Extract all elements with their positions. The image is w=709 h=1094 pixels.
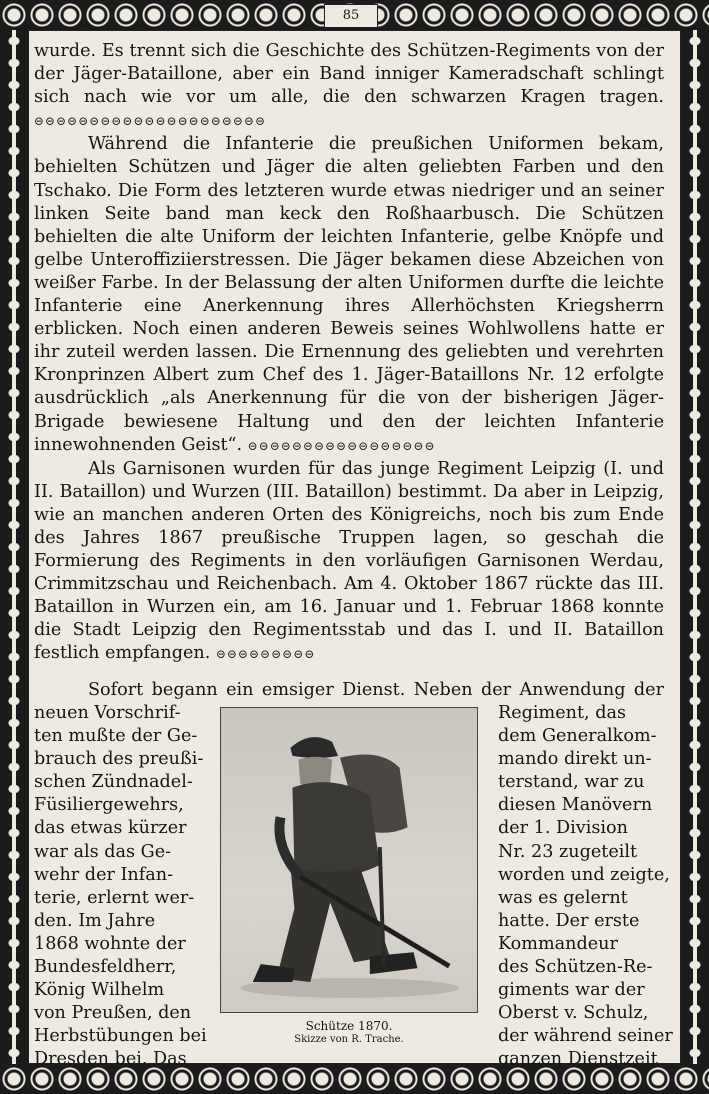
column-line: dem Generalkom- — [498, 726, 657, 747]
column-line: des Schützen-Re- — [498, 957, 653, 978]
column-line: Oberst v. Schulz, — [498, 1003, 649, 1024]
column-line: brauch des preußi- — [34, 749, 204, 770]
column-line: ganzen Dienstzeit — [498, 1049, 658, 1070]
column-line: war als das Ge- — [34, 841, 172, 862]
column-line: Dresden bei. Das — [34, 1049, 187, 1070]
column-line: der 1. Division — [498, 818, 628, 839]
paragraph-4-first-line: Sofort begann ein emsiger Dienst. Neben der Anwendung der — [88, 680, 664, 700]
paragraph-3: Als Garnisonen wurden für das junge Regiment Leipzig (I. und II. Bataillon) und Wurzen (III. Bataillon) bestimmt. Da aber in Leipzig, wie an manchen anderen Orten des Königreichs, noch bis zum Ende des Jahres 1867 preußische Truppen lagen, so geschah die Formierung des Regiments in den vorläufigen Garnisonen Werdau, Crimmitzschau und Reichenbach. Am 4. Oktober 1867 rückte das III. Bataillon in Wurzen ein, am 16. Januar und 1. Februar 1868 konnte die Stadt Leipzig den Regimentsstab und das I. und II. Bataillon festlich empfangen. ⊝⊝⊝⊝⊝⊝⊝⊝⊝ — [34, 458, 664, 664]
page-number: 85 — [324, 4, 378, 28]
figure-caption — [220, 1019, 478, 1047]
column-line: mando direkt un- — [498, 749, 652, 770]
column-line: hatte. Der erste — [498, 910, 640, 931]
figure-section — [34, 679, 673, 1070]
kneeling-rifleman-sketch — [221, 708, 477, 1012]
column-line: schen Zündnadel- — [34, 772, 193, 793]
body-text — [34, 40, 664, 667]
column-line: das etwas kürzer — [34, 818, 187, 839]
column-line: terstand, war zu — [498, 772, 645, 793]
caption-title: Schütze 1870. — [305, 1019, 393, 1033]
column-line: terie, erlernt wer- — [34, 887, 195, 908]
column-line: König Wilhelm — [34, 980, 165, 1001]
column-line: Bundesfeldherr, — [34, 957, 177, 978]
column-line: Regiment, das — [498, 703, 627, 723]
column-line: was es gelernt — [498, 887, 628, 908]
column-line: Füsiliergewehrs, — [34, 795, 184, 816]
soldier-illustration — [220, 707, 478, 1013]
ornamental-border-right — [681, 30, 709, 1064]
ornamental-border-left — [0, 30, 28, 1064]
column-line: Kommandeur — [498, 933, 618, 954]
column-line: diesen Manövern — [498, 795, 653, 816]
column-line: giments war der — [498, 980, 645, 1001]
column-line: der während seiner — [498, 1026, 673, 1047]
column-line: 1868 wohnte der — [34, 933, 186, 954]
column-line: Nr. 23 zugeteilt — [498, 841, 638, 862]
right-text-column — [498, 702, 673, 1072]
column-line: Herbstübungen bei — [34, 1026, 207, 1047]
column-line: ten mußte der Ge- — [34, 726, 198, 747]
caption-credit: Skizze von R. Trache. — [294, 1034, 404, 1045]
column-line: worden und zeigte, — [498, 864, 670, 885]
column-line: neuen Vorschrif- — [34, 703, 181, 723]
paragraph-2: Während die Infanterie die preußichen Uniformen bekam, behielten Schützen und Jäger die alten geliebten Farben und den Tschako. Die Form des letzteren wurde etwas niedriger und an seiner linken Seite band man keck den Roßhaarbusch. Die Schützen behielten die alte Uniform der leichten Infanterie, gelbe Knöpfe und gelbe Unteroffiziierstressen. Die Jäger bekamen diese Abzeichen von weißer Farbe. In der Belassung der alten Uniformen durfte die leichte Infanterie eine Anerkennung ihres Allerhöchsten Kriegsherrn erblicken. Noch einen anderen Beweis seines Wohlwollens hatte er ihr zuteil werden lassen. Die Ernennung des geliebten und verehrten Kronprinzen Albert zum Chef des 1. Jäger-Bataillons Nr. 12 erfolgte ausdrücklich „als Anerkennung für die von der bisherigen Jäger-Brigade bewiesene Haltung und den der leichten Infanterie innewohnenden Geist“. ⊝⊝⊝⊝⊝⊝⊝⊝⊝⊝⊝⊝⊝⊝⊝⊝⊝ — [34, 134, 664, 455]
column-line: den. Im Jahre — [34, 910, 156, 931]
line-filler-ornament: ⊝⊝⊝⊝⊝⊝⊝⊝⊝ — [215, 647, 316, 662]
column-line: von Preußen, den — [34, 1003, 192, 1024]
column-line: wehr der Infan- — [34, 864, 174, 885]
left-text-column — [34, 702, 207, 1072]
line-filler-ornament: ⊝⊝⊝⊝⊝⊝⊝⊝⊝⊝⊝⊝⊝⊝⊝⊝⊝⊝⊝⊝⊝ — [34, 114, 267, 129]
paragraph-1: wurde. Es trennt sich die Geschichte des Schützen-Regiments von der der Jäger-Bataillone, aber ein Band inniger Kameradschaft schlingt sich nach wie vor um alle, die den schwarzen Kragen tragen. ⊝⊝⊝⊝⊝⊝⊝⊝⊝⊝⊝⊝⊝⊝⊝⊝⊝⊝⊝⊝⊝ — [34, 41, 664, 129]
line-filler-ornament: ⊝⊝⊝⊝⊝⊝⊝⊝⊝⊝⊝⊝⊝⊝⊝⊝⊝ — [247, 438, 436, 453]
